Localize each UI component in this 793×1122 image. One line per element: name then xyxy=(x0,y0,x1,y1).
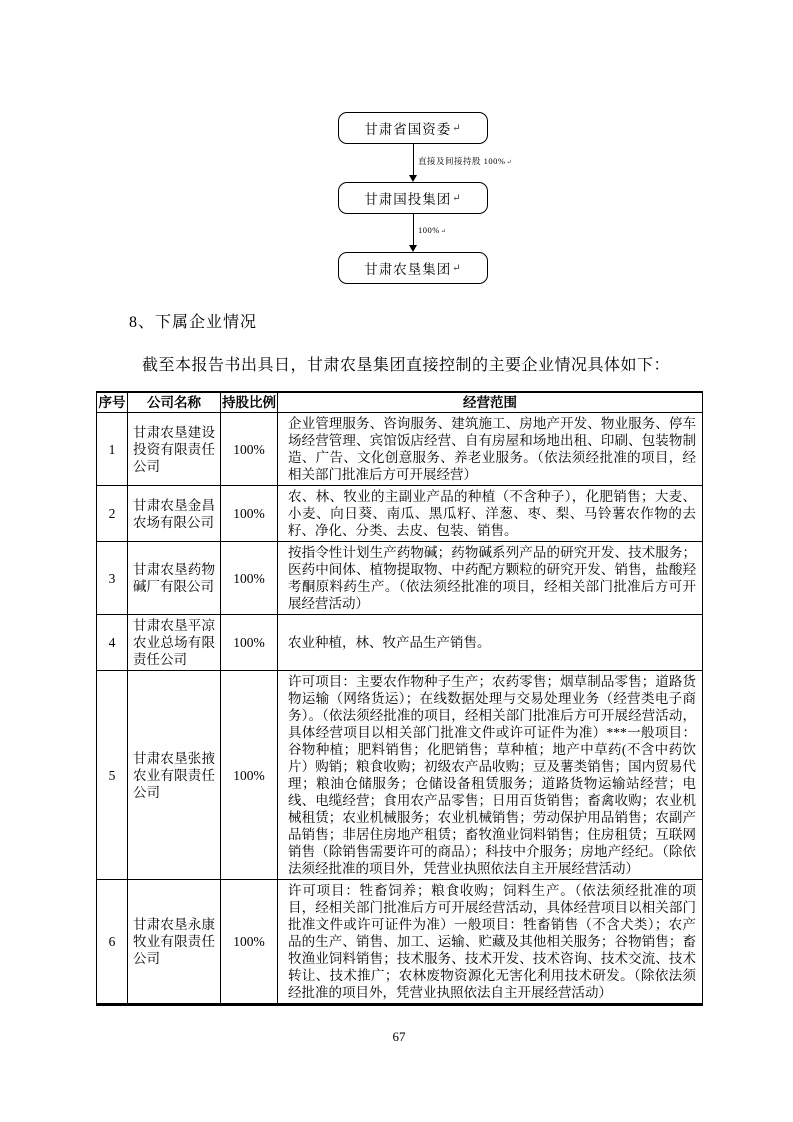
serial-no: 2 xyxy=(97,486,128,542)
business-scope: 按指令性计划生产药物碱；药物碱系列产品的研究开发、技术服务；医药中间体、植物提取物、中药配方颗粒的研究开发、销售，盐酸羟考酮原料药生产。（依法须经批准的项目，经相关部门批准后方可开展经营活动） xyxy=(278,542,703,615)
serial-no: 5 xyxy=(97,671,128,880)
company-name: 甘肃农垦平凉农业总场有限责任公司 xyxy=(128,615,221,671)
company-name: 甘肃农垦永康牧业有限责任公司 xyxy=(128,880,221,1005)
business-scope: 许可项目：牲畜饲养；粮食收购；饲料生产。（依法须经批准的项目，经相关部门批准后方可开展经营活动，具体经营项目以相关部门批准文件或许可证件为准）一般项目：牲畜销售（不含犬类）；农产品的生产、销售、加工、运输、贮藏及其他相关服务；谷物销售；畜牧渔业饲料销售；技术服务、技术开发、技术咨询、技术交流、技术转让、技术推广；农林废物资源化无害化利用技术研发。（除依法须经批准的项目外，凭营业执照依法自主开展经营活动） xyxy=(278,880,703,1005)
serial-no: 3 xyxy=(97,542,128,615)
header-shareholding-ratio: 持股比例 xyxy=(221,392,278,413)
shareholding-ratio: 100% xyxy=(221,615,278,671)
shareholding-ratio: 100% xyxy=(221,542,278,615)
ownership-edge-label xyxy=(418,155,512,167)
business-scope: 企业管理服务、咨询服务、建筑施工、房地产开发、物业服务、停车场经营管理、宾馆饭店经营、自有房屋和场地出租、印刷、包装物制造、广告、文化创意服务、养老业服务。（依法须经批准的项目，经相关部门批准后方可开展经营） xyxy=(278,413,703,486)
company-name: 甘肃农垦金昌农场有限公司 xyxy=(128,486,221,542)
subsidiaries-table xyxy=(96,391,703,1006)
ownership-flowchart xyxy=(338,112,513,284)
org-node-gansu-nongken xyxy=(338,252,488,284)
table-row xyxy=(97,486,703,542)
serial-no: 6 xyxy=(97,880,128,1005)
ownership-arrow-2 xyxy=(338,214,488,252)
company-name: 甘肃农垦建设投资有限责任公司 xyxy=(128,413,221,486)
arrow-line xyxy=(413,214,414,247)
paragraph-mark: ↵ xyxy=(440,228,447,235)
business-scope: 农、林、牧业的主副业产品的种植（不含种子），化肥销售；大麦、小麦、向日葵、南瓜、黑瓜籽、洋葱、枣、梨、马铃薯农作物的去籽、净化、分类、去皮、包装、销售。 xyxy=(278,486,703,542)
table-row xyxy=(97,413,703,486)
shareholding-ratio: 100% xyxy=(221,880,278,1005)
shareholding-ratio: 100% xyxy=(221,413,278,486)
table-row xyxy=(97,615,703,671)
header-business-scope: 经营范围 xyxy=(278,392,703,413)
shareholding-ratio: 100% xyxy=(221,486,278,542)
table-row xyxy=(97,880,703,1005)
ownership-arrow-1 xyxy=(338,144,513,182)
company-name: 甘肃农垦张掖农业有限责任公司 xyxy=(128,671,221,880)
serial-no: 4 xyxy=(97,615,128,671)
paragraph-mark: ↵ xyxy=(452,192,462,204)
paragraph-mark: ↵ xyxy=(452,262,462,274)
ownership-edge-label xyxy=(418,225,447,235)
org-node-gansu-sasac xyxy=(338,112,488,144)
section-heading: 8、下属企业情况 xyxy=(129,314,258,331)
arrow-head-icon xyxy=(409,175,417,182)
org-node-label: 甘肃农垦集团 xyxy=(364,262,452,277)
org-node-label: 甘肃省国资委 xyxy=(364,122,452,137)
intro-paragraph: 截至本报告书出具日，甘肃农垦集团直接控制的主要企业情况具体如下： xyxy=(142,357,671,374)
business-scope: 许可项目：主要农作物种子生产；农药零售；烟草制品零售；道路货物运输（网络货运）；在线数据处理与交易处理业务（经营类电子商务）。（依法须经批准的项目，经相关部门批准后方可开展经营活动，具体经营项目以相关部门批准文件或许可证件为准）***一般项目：谷物种植；肥料销售；化肥销售；草种植；地产中草药(不含中药饮片）购销；粮食收购；初级农产品收购；豆及薯类销售；国内贸易代理；粮油仓储服务；仓储设备租赁服务；道路货物运输站经营；电线、电缆经营；食用农产品零售；日用百货销售；畜禽收购；农业机械租赁；农业机械服务；农业机械销售；劳动保护用品销售；农副产品销售；非居住房地产租赁；畜牧渔业饲料销售；住房租赁；互联网销售（除销售需要许可的商品）；科技中介服务；房地产经纪。（除依法须经批准的项目外，凭营业执照依法自主开展经营活动） xyxy=(278,671,703,880)
business-scope: 农业种植，林、牧产品生产销售。 xyxy=(278,615,703,671)
company-name: 甘肃农垦药物碱厂有限公司 xyxy=(128,542,221,615)
header-company-name: 公司名称 xyxy=(128,392,221,413)
table-row xyxy=(97,542,703,615)
table-header-row xyxy=(97,392,703,413)
header-serial-no: 序号 xyxy=(97,392,128,413)
page-number: 67 xyxy=(392,1029,406,1044)
shareholding-ratio: 100% xyxy=(221,671,278,880)
edge-label-text: 100% xyxy=(418,225,440,235)
table-row xyxy=(97,671,703,880)
org-node-gansu-sdic xyxy=(338,182,488,214)
org-node-label: 甘肃国投集团 xyxy=(364,192,452,207)
paragraph-mark: ↵ xyxy=(506,159,513,166)
arrow-line xyxy=(413,144,414,177)
arrow-head-icon xyxy=(409,245,417,252)
serial-no: 1 xyxy=(97,413,128,486)
edge-label-text: 直接及间接持股 100% xyxy=(418,156,506,166)
paragraph-mark: ↵ xyxy=(452,122,462,134)
